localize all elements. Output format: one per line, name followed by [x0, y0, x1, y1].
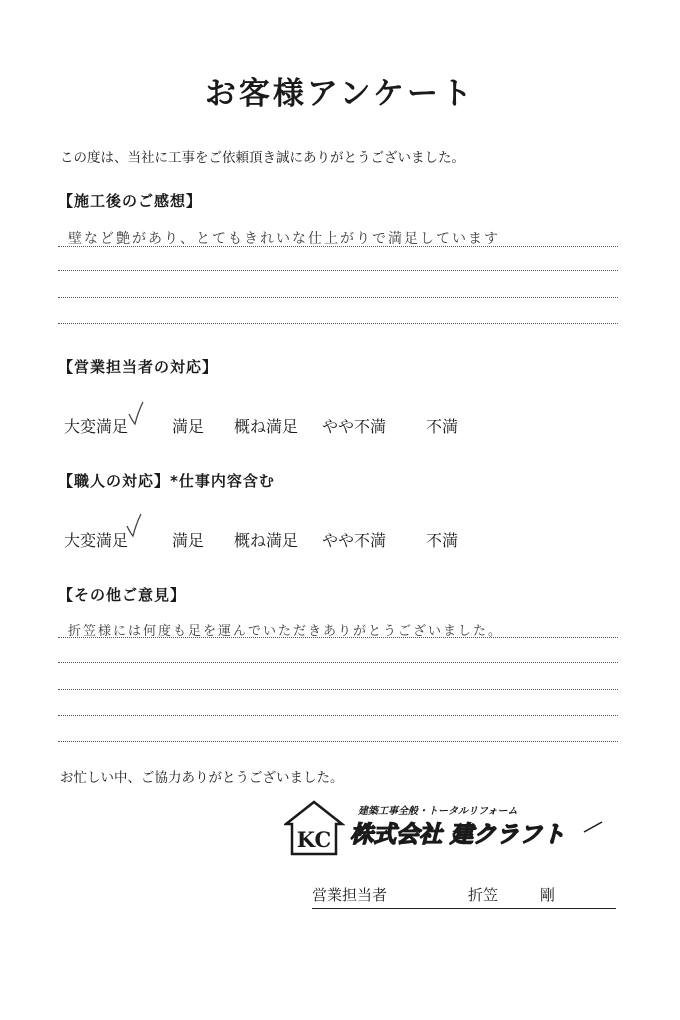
craftsmen-heading: 【職人の対応】*仕事内容含む [58, 472, 275, 490]
sales-choice-satisfied[interactable]: 満足 [172, 417, 205, 436]
sales-choice-somewhat-dissatisfied[interactable]: やや不満 [322, 417, 387, 436]
check-mark-icon [124, 512, 144, 538]
page-title: お客様アンケート [204, 76, 476, 112]
sales-choice-dissatisfied[interactable]: 不満 [426, 417, 459, 436]
sales-choice-very-satisfied[interactable]: 大変満足 [64, 417, 129, 436]
answer-line [58, 323, 618, 324]
sales-choice-mostly-satisfied[interactable]: 概ね満足 [234, 417, 299, 436]
craftsmen-choice-dissatisfied[interactable]: 不満 [426, 531, 459, 550]
sales-rep-surname: 折笠 [468, 886, 499, 904]
check-mark-icon [126, 400, 146, 426]
closing-text: お忙しい中、ご協力ありがとうございました。 [60, 770, 344, 786]
answer-line [58, 662, 618, 663]
sales-rep-given-name: 剛 [540, 886, 556, 904]
intro-text: この度は、当社に工事をご依頼頂き誠にありがとうございました。 [60, 150, 465, 166]
craftsmen-choice-mostly-satisfied[interactable]: 概ね満足 [234, 531, 299, 550]
sales-rep-signature [312, 884, 616, 909]
impressions-heading: 【施工後のご感想】 [58, 192, 203, 210]
answer-line [58, 246, 618, 247]
answer-line [58, 270, 618, 271]
answer-line [58, 715, 618, 716]
craftsmen-choice-somewhat-dissatisfied[interactable]: やや不満 [322, 531, 387, 550]
answer-line [58, 297, 618, 298]
company-logo [284, 798, 614, 858]
craftsmen-choice-very-satisfied[interactable]: 大変満足 [64, 531, 129, 550]
other-heading: 【その他ご意見】 [58, 586, 187, 604]
other-answer: 折笠様には何度も足を運んでいただきありがとうございました。 [68, 624, 504, 639]
impressions-answer: 壁など艶があり、とてもきれいな仕上がりで満足しています [68, 231, 500, 247]
house-icon [286, 802, 342, 854]
answer-line [58, 637, 618, 638]
sales-rep-role: 営業担当者 [312, 886, 388, 904]
sales-heading: 【営業担当者の対応】 [58, 358, 219, 376]
logo-initials: KC [296, 827, 332, 852]
logo-tagline: 建築工事全般・トータルリフォーム [358, 806, 518, 817]
logo-name: 株式会社 建クラフト [350, 822, 566, 848]
craftsmen-choice-satisfied[interactable]: 満足 [172, 531, 205, 550]
answer-line [58, 741, 618, 742]
answer-line [58, 689, 618, 690]
